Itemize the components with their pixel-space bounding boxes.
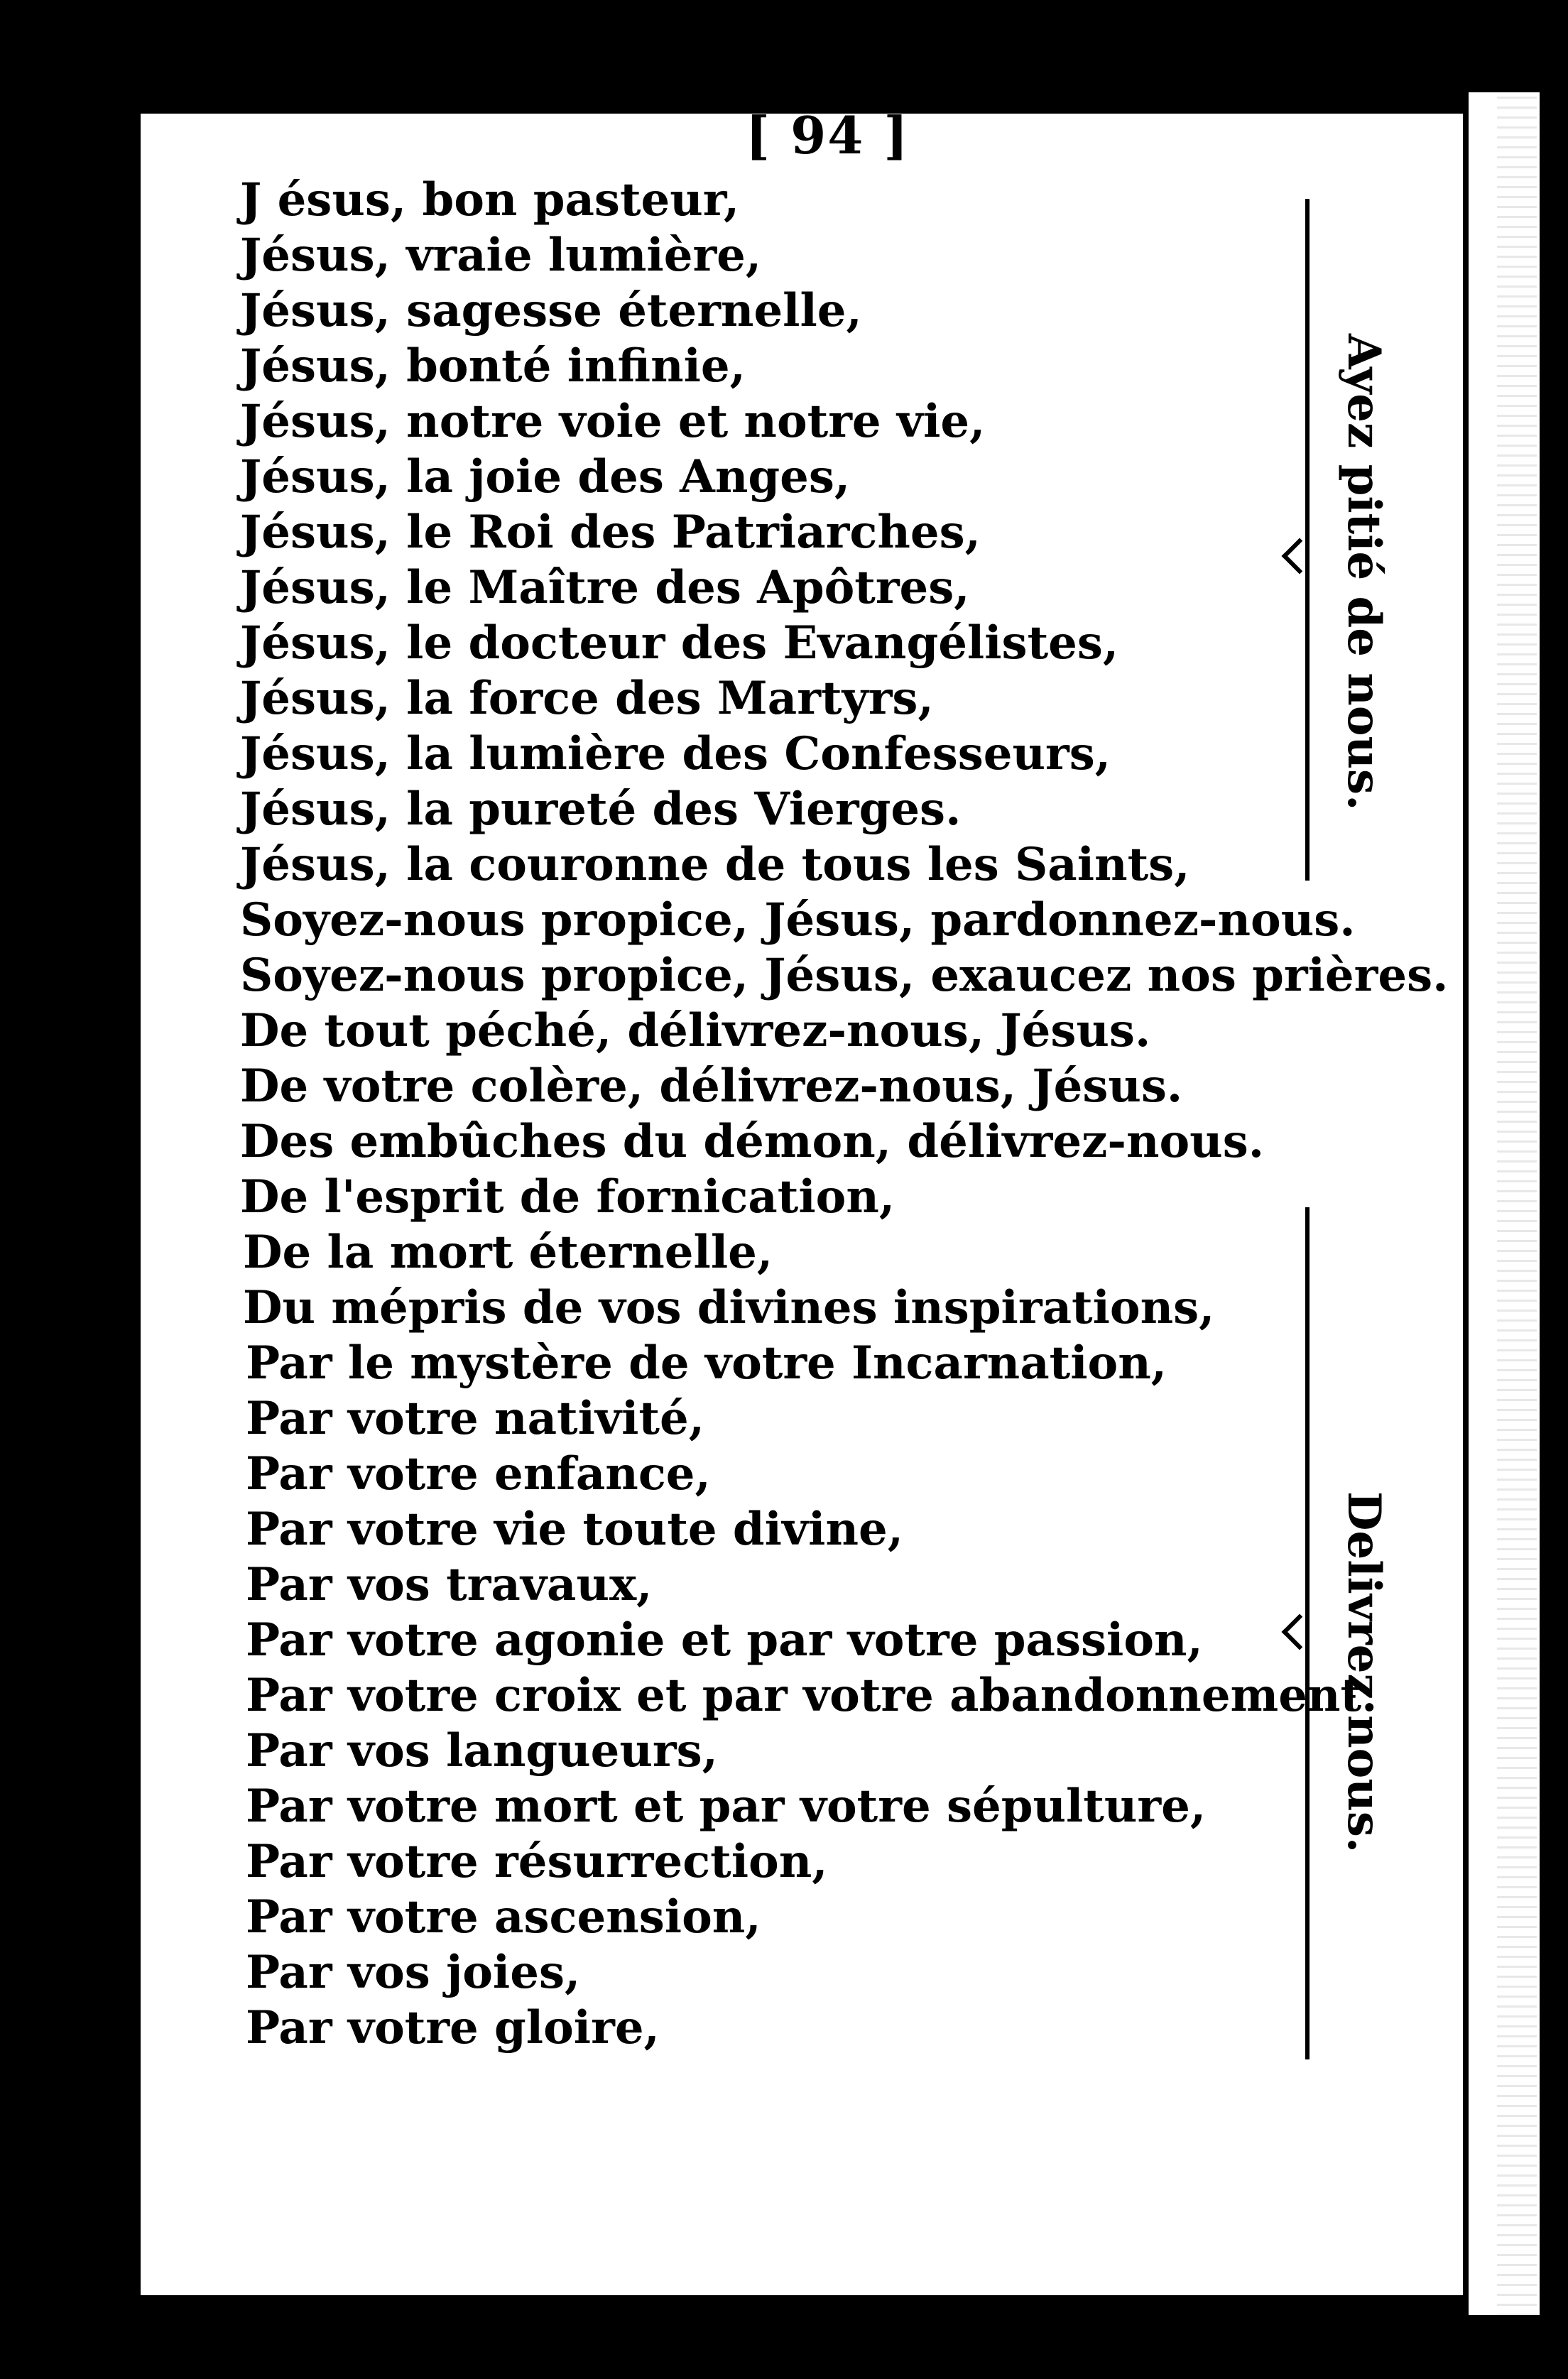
text-line: Par votre ascension, <box>246 1890 761 1944</box>
text-line: Des embûches du démon, délivrez-nous. <box>240 1115 1264 1168</box>
side-label-bottom: Delivrez nous. <box>1337 1491 1390 1853</box>
page-edge <box>1464 92 1540 2315</box>
text-line: Par vos langueurs, <box>246 1724 718 1778</box>
text-line: Jésus, le Roi des Patriarches, <box>240 506 981 559</box>
text-line: Par vos joies, <box>246 1946 581 1999</box>
text-line: Par votre résurrection, <box>246 1835 828 1888</box>
text-line: Jésus, vraie lumière, <box>240 229 762 282</box>
brace-top <box>1305 199 1310 881</box>
text-line: Par votre croix et par votre abandonnement. <box>246 1669 1378 1722</box>
text-line: De la mort éternelle, <box>243 1226 773 1279</box>
text-line: Jésus, le Maître des Apôtres, <box>240 561 970 614</box>
side-label-top: Ayez pitié de nous. <box>1337 334 1390 811</box>
text-line: Par votre agonie et par votre passion, <box>246 1613 1203 1667</box>
text-line: Par le mystère de votre Incarnation, <box>246 1337 1167 1390</box>
text-line: Jésus, bonté infinie, <box>240 339 746 393</box>
text-line: De l'esprit de fornication, <box>240 1170 895 1224</box>
text-line: Jésus, sagesse éternelle, <box>240 284 862 337</box>
text-line: Du mépris de vos divines inspirations, <box>243 1281 1215 1334</box>
text-line: Par votre vie toute divine, <box>246 1503 903 1556</box>
text-line: Par votre gloire, <box>246 2001 660 2054</box>
text-line: Par votre mort et par votre sépulture, <box>246 1780 1207 1833</box>
text-line: Jésus, notre voie et notre vie, <box>240 395 986 448</box>
text-line: Soyez-nous propice, Jésus, pardonnez-nous. <box>240 893 1356 947</box>
text-line: Jésus, la lumière des Confesseurs, <box>240 727 1111 780</box>
text-line: Jésus, le docteur des Evangélistes, <box>240 616 1119 670</box>
text-line: Soyez-nous propice, Jésus, exaucez nos prières. <box>240 949 1449 1002</box>
text-line: De votre colère, délivrez-nous, Jésus. <box>240 1060 1183 1113</box>
text-line: Jésus, la pureté des Vierges. <box>240 783 962 836</box>
text-line: Jésus, la force des Martyrs, <box>240 672 934 725</box>
page-number: [ 94 ] <box>746 105 910 165</box>
text-line: J ésus, bon pasteur, <box>240 173 740 227</box>
text-line: De tout péché, délivrez-nous, Jésus. <box>240 1004 1151 1057</box>
text-line: Par votre enfance, <box>246 1447 711 1501</box>
text-line: Jésus, la joie des Anges, <box>240 450 851 503</box>
text-line: Jésus, la couronne de tous les Saints, <box>240 838 1190 891</box>
text-line: Par votre nativité, <box>246 1392 704 1445</box>
text-line: Par vos travaux, <box>246 1558 653 1611</box>
